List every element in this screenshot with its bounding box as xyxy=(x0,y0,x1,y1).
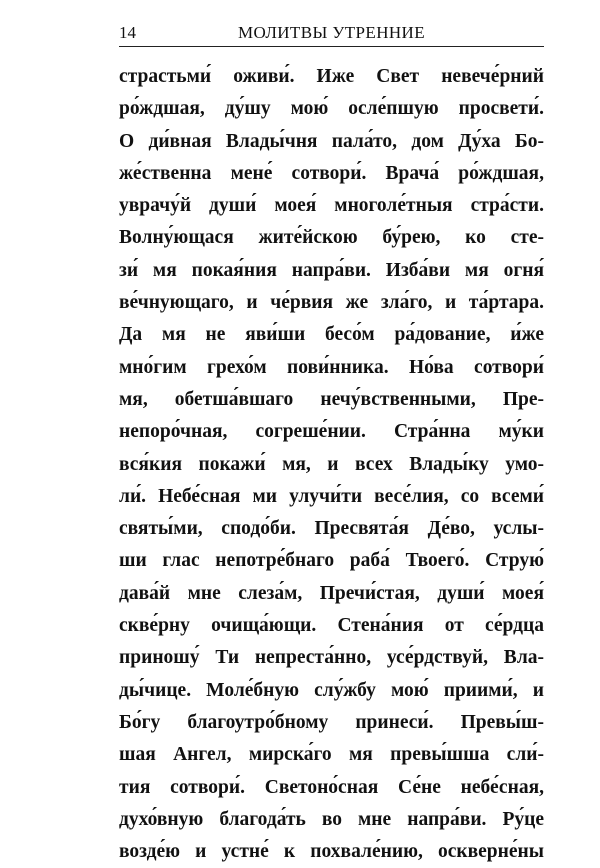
text-line-8: ве́чнующаго, и че́рвия же зла́го, и та́ртара. xyxy=(119,292,544,314)
text-line-20: ды́чице. Моле́бную слу́жбу мою́ приими́, и xyxy=(119,679,544,701)
text-line-1: страстьми́ оживи́. Иже Свет невече́рний xyxy=(119,66,544,87)
text-line-10: мно́гим грехо́м пови́нника. Но́ва сотвори́ xyxy=(119,356,544,378)
text-line-11: мя, обетша́вшаго нечу́вственными, Пре- xyxy=(119,388,544,410)
page-number: 14 xyxy=(119,23,136,42)
text-line-17: дава́й мне слеза́м, Пречи́стая, души́ моея́ xyxy=(119,582,544,604)
text-line-18: скве́рну очища́ющи. Стена́ния от се́рдца xyxy=(119,615,544,637)
text-line-9: Да мя не яви́ши бесо́м ра́дование, и́же xyxy=(119,324,544,346)
text-line-21: Бо́гу благоутро́бному принеси́. Превы́ш- xyxy=(119,711,544,733)
text-line-3: О ди́вная Влады́чня пала́то, дом Ду́ха Бо- xyxy=(119,130,544,152)
text-line-6: Волну́ющася жите́йскою бу́рею, ко сте- xyxy=(119,227,544,249)
text-line-12: непоро́чная, согреше́нии. Стра́нна му́ки xyxy=(119,421,544,443)
text-line-13: вся́кия покажи́ мя, и всех Влады́ку умо- xyxy=(119,453,544,475)
text-line-22: шая Ангел, мирска́го мя превы́шша сли́- xyxy=(119,744,544,766)
text-line-2: ро́ждшая, ду́шу мою́ осле́пшую просвети́. xyxy=(119,98,544,120)
running-title: МОЛИТВЫ УТРЕННИЕ xyxy=(237,23,426,42)
text-line-19: приношу́ Ти непреста́нно, усе́рдствуй, Вла- xyxy=(119,647,544,669)
running-header xyxy=(119,18,544,47)
text-line-5: уврачу́й души́ моея́ многоле́тныя стра́сти. xyxy=(119,195,544,217)
text-line-4: же́ственна мене́ сотвори́. Врача́ ро́ждшая, xyxy=(119,162,544,184)
text-line-24: духо́вную благода́ть во мне напра́ви. Ру́це xyxy=(119,808,544,830)
text-line-7: зи́ мя покая́ния напра́ви. Изба́ви мя огня́ xyxy=(119,259,544,281)
prayer-text xyxy=(119,61,544,868)
text-line-15: святы́ми, сподо́би. Пресвята́я Де́во, услы- xyxy=(119,518,544,540)
text-line-16: ши глас непотре́бнаго раба́ Твоего́. Струю́ xyxy=(119,550,544,572)
text-line-25: возде́ю и устне́ к похвале́нию, оскверне́ны xyxy=(119,841,544,863)
text-line-14: ли́. Небе́сная ми улучи́ти весе́лия, со всеми́ xyxy=(119,485,544,507)
text-line-23: тия сотвори́. Светоно́сная Се́не небе́сная, xyxy=(119,776,544,798)
